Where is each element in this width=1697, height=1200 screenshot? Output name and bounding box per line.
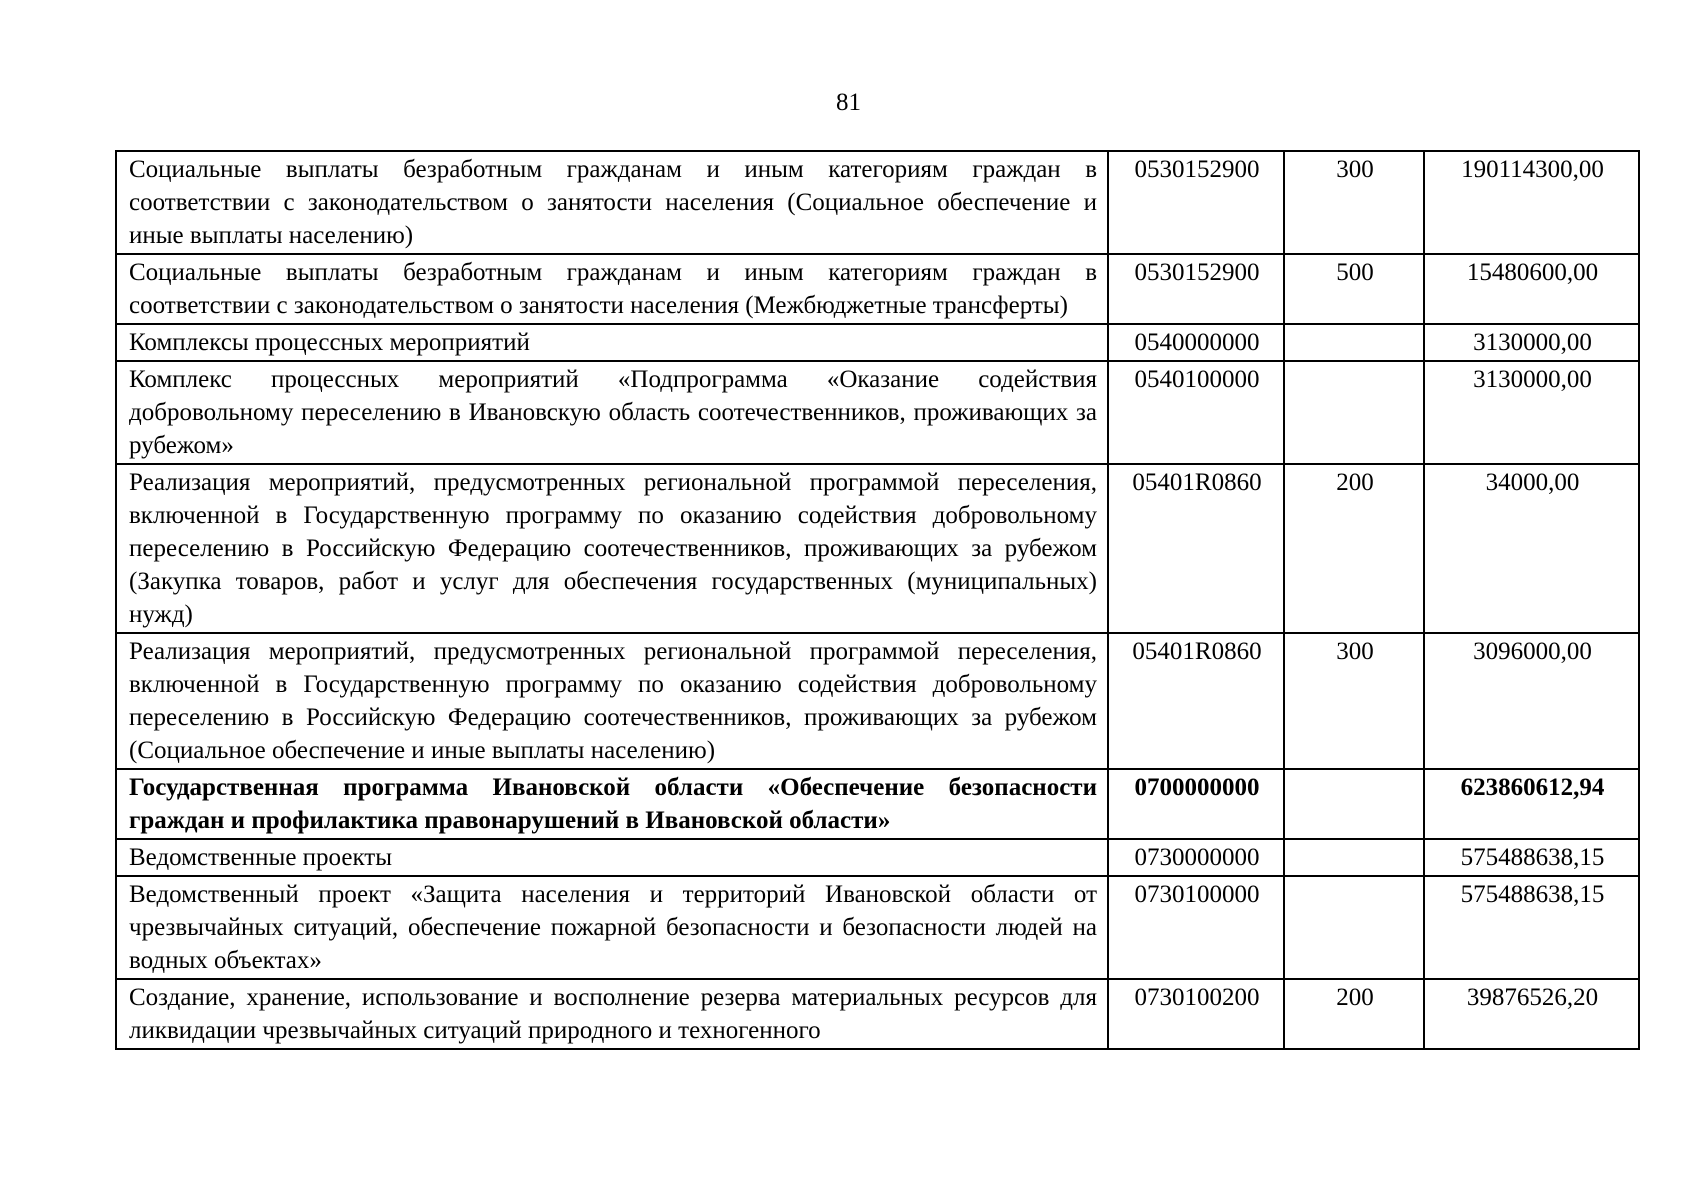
row-expense-type: 300 xyxy=(1284,151,1424,254)
row-amount: 39876526,20 xyxy=(1424,979,1639,1049)
row-expense-type: 300 xyxy=(1284,633,1424,769)
row-expense-type: 500 xyxy=(1284,254,1424,324)
row-amount: 575488638,15 xyxy=(1424,839,1639,876)
row-name: Социальные выплаты безработным гражданам и иным категориям граждан в соответствии с законодательством о занятости населения (Социальное обеспечение и иные выплаты населению) xyxy=(116,151,1108,254)
row-target-code: 05401R0860 xyxy=(1108,464,1284,633)
row-expense-type xyxy=(1284,876,1424,979)
table-row xyxy=(116,254,1639,324)
table-row xyxy=(116,876,1639,979)
table-row xyxy=(116,633,1639,769)
row-target-code: 0730100200 xyxy=(1108,979,1284,1049)
table-row xyxy=(116,464,1639,633)
row-name: Реализация мероприятий, предусмотренных региональной программой переселения, включенной в Государственную программу по оказанию содействия добровольному переселению в Российскую Федерацию соотечественников, проживающих за рубежом (Социальное обеспечение и иные выплаты населению) xyxy=(116,633,1108,769)
row-target-code: 05401R0860 xyxy=(1108,633,1284,769)
row-expense-type xyxy=(1284,769,1424,839)
row-name: Ведомственный проект «Защита населения и территорий Ивановской области от чрезвычайных ситуаций, обеспечение пожарной безопасности и безопасности людей на водных объектах» xyxy=(116,876,1108,979)
row-amount: 575488638,15 xyxy=(1424,876,1639,979)
table-row-program-total xyxy=(116,769,1639,839)
row-target-code: 0530152900 xyxy=(1108,151,1284,254)
table-row xyxy=(116,361,1639,464)
row-name: Реализация мероприятий, предусмотренных региональной программой переселения, включенной в Государственную программу по оказанию содействия добровольному переселению в Российскую Федерацию соотечественников, проживающих за рубежом (Закупка товаров, работ и услуг для обеспечения государственных (муниципальных) нужд) xyxy=(116,464,1108,633)
row-amount: 623860612,94 xyxy=(1424,769,1639,839)
row-name: Комплекс процессных мероприятий «Подпрограмма «Оказание содействия добровольному переселению в Ивановскую область соотечественников, проживающих за рубежом» xyxy=(116,361,1108,464)
row-amount: 3130000,00 xyxy=(1424,324,1639,361)
row-target-code: 0730000000 xyxy=(1108,839,1284,876)
row-amount: 34000,00 xyxy=(1424,464,1639,633)
row-name: Создание, хранение, использование и восполнение резерва материальных ресурсов для ликвидации чрезвычайных ситуаций природного и техногенного xyxy=(116,979,1108,1049)
table-row xyxy=(116,151,1639,254)
budget-table xyxy=(115,150,1640,1050)
row-expense-type: 200 xyxy=(1284,979,1424,1049)
row-target-code: 0730100000 xyxy=(1108,876,1284,979)
table-row xyxy=(116,979,1639,1049)
row-name: Государственная программа Ивановской области «Обеспечение безопасности граждан и профилактика правонарушений в Ивановской области» xyxy=(116,769,1108,839)
row-expense-type xyxy=(1284,324,1424,361)
row-expense-type: 200 xyxy=(1284,464,1424,633)
row-name: Социальные выплаты безработным гражданам и иным категориям граждан в соответствии с законодательством о занятости населения (Межбюджетные трансферты) xyxy=(116,254,1108,324)
row-name: Комплексы процессных мероприятий xyxy=(116,324,1108,361)
row-expense-type xyxy=(1284,839,1424,876)
row-target-code: 0540100000 xyxy=(1108,361,1284,464)
row-amount: 3096000,00 xyxy=(1424,633,1639,769)
row-target-code: 0540000000 xyxy=(1108,324,1284,361)
row-target-code: 0700000000 xyxy=(1108,769,1284,839)
row-expense-type xyxy=(1284,361,1424,464)
table-row xyxy=(116,324,1639,361)
row-target-code: 0530152900 xyxy=(1108,254,1284,324)
row-amount: 3130000,00 xyxy=(1424,361,1639,464)
row-amount: 15480600,00 xyxy=(1424,254,1639,324)
table-row xyxy=(116,839,1639,876)
page-number: 81 xyxy=(836,89,861,116)
row-name: Ведомственные проекты xyxy=(116,839,1108,876)
row-amount: 190114300,00 xyxy=(1424,151,1639,254)
